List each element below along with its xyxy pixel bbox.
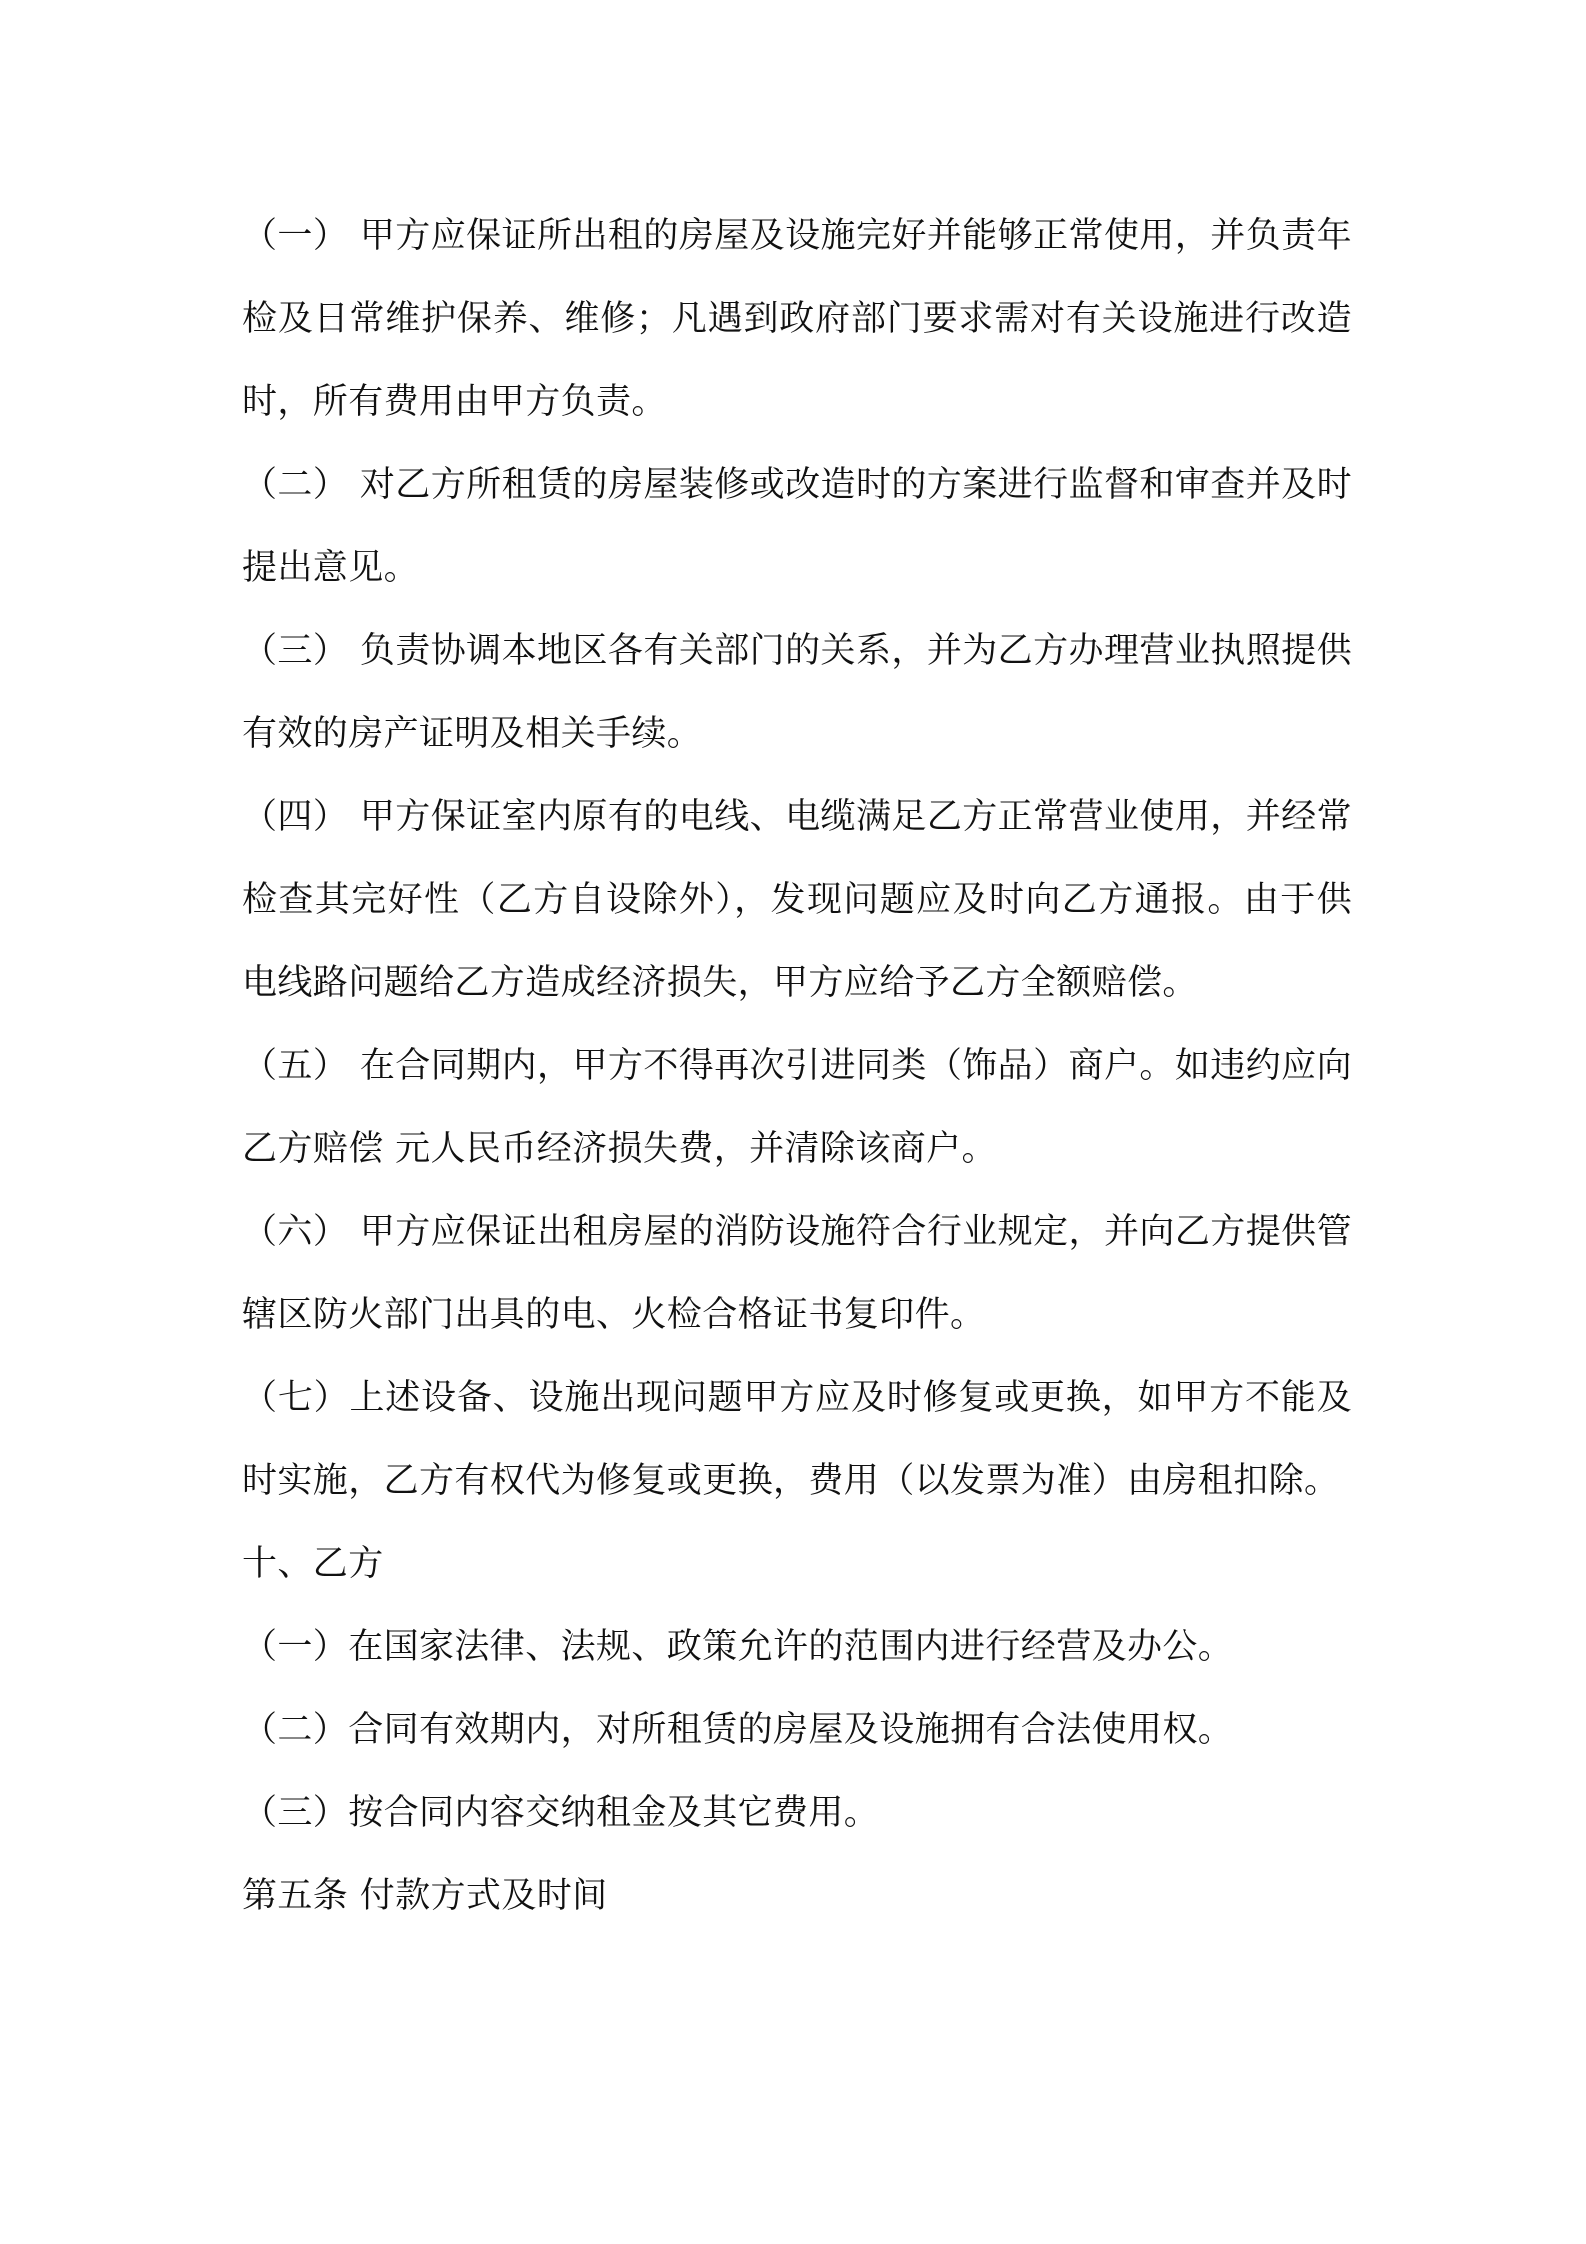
clause-lessee-1: （一）在国家法律、法规、政策允许的范围内进行经营及办公。 <box>242 1627 1234 1667</box>
clause-lessor-6: （六） 甲方应保证出租房屋的消防设施符合行业规定，并向乙方提供管辖区防火部门出具的电、火检合格证书复印件。 <box>242 1212 1352 1335</box>
clause-lessor-7: （七）上述设备、设施出现问题甲方应及时修复或更换，如甲方不能及时实施，乙方有权代为修复或更换，费用（以发票为准）由房租扣除。 <box>242 1378 1352 1501</box>
clause-lessor-2: （二） 对乙方所租赁的房屋装修或改造时的方案进行监督和审查并及时提出意见。 <box>242 465 1352 588</box>
section-heading-lessee: 十、乙方 <box>242 1544 384 1584</box>
clause-lessor-4: （四） 甲方保证室内原有的电线、电缆满足乙方正常营业使用，并经常检查其完好性（乙方自设除外），发现问题应及时向乙方通报。由于供电线路问题给乙方造成经济损失，甲方应给予乙方全额赔偿。 <box>242 797 1352 1003</box>
clause-lessor-5: （五） 在合同期内，甲方不得再次引进同类（饰品）商户。如违约应向乙方赔偿 元人民币经济损失费，并清除该商户。 <box>242 1046 1352 1169</box>
clause-lessor-1: （一） 甲方应保证所出租的房屋及设施完好并能够正常使用，并负责年检及日常维护保养、维修；凡遇到政府部门要求需对有关设施进行改造时，所有费用由甲方负责。 <box>242 216 1352 422</box>
article-heading-payment: 第五条 付款方式及时间 <box>242 1876 608 1916</box>
document-body <box>242 195 1352 1938</box>
clause-lessee-2: （二）合同有效期内，对所租赁的房屋及设施拥有合法使用权。 <box>242 1710 1234 1750</box>
clause-lessee-3: （三）按合同内容交纳租金及其它费用。 <box>242 1793 880 1833</box>
clause-lessor-3: （三） 负责协调本地区各有关部门的关系，并为乙方办理营业执照提供有效的房产证明及相关手续。 <box>242 631 1352 754</box>
